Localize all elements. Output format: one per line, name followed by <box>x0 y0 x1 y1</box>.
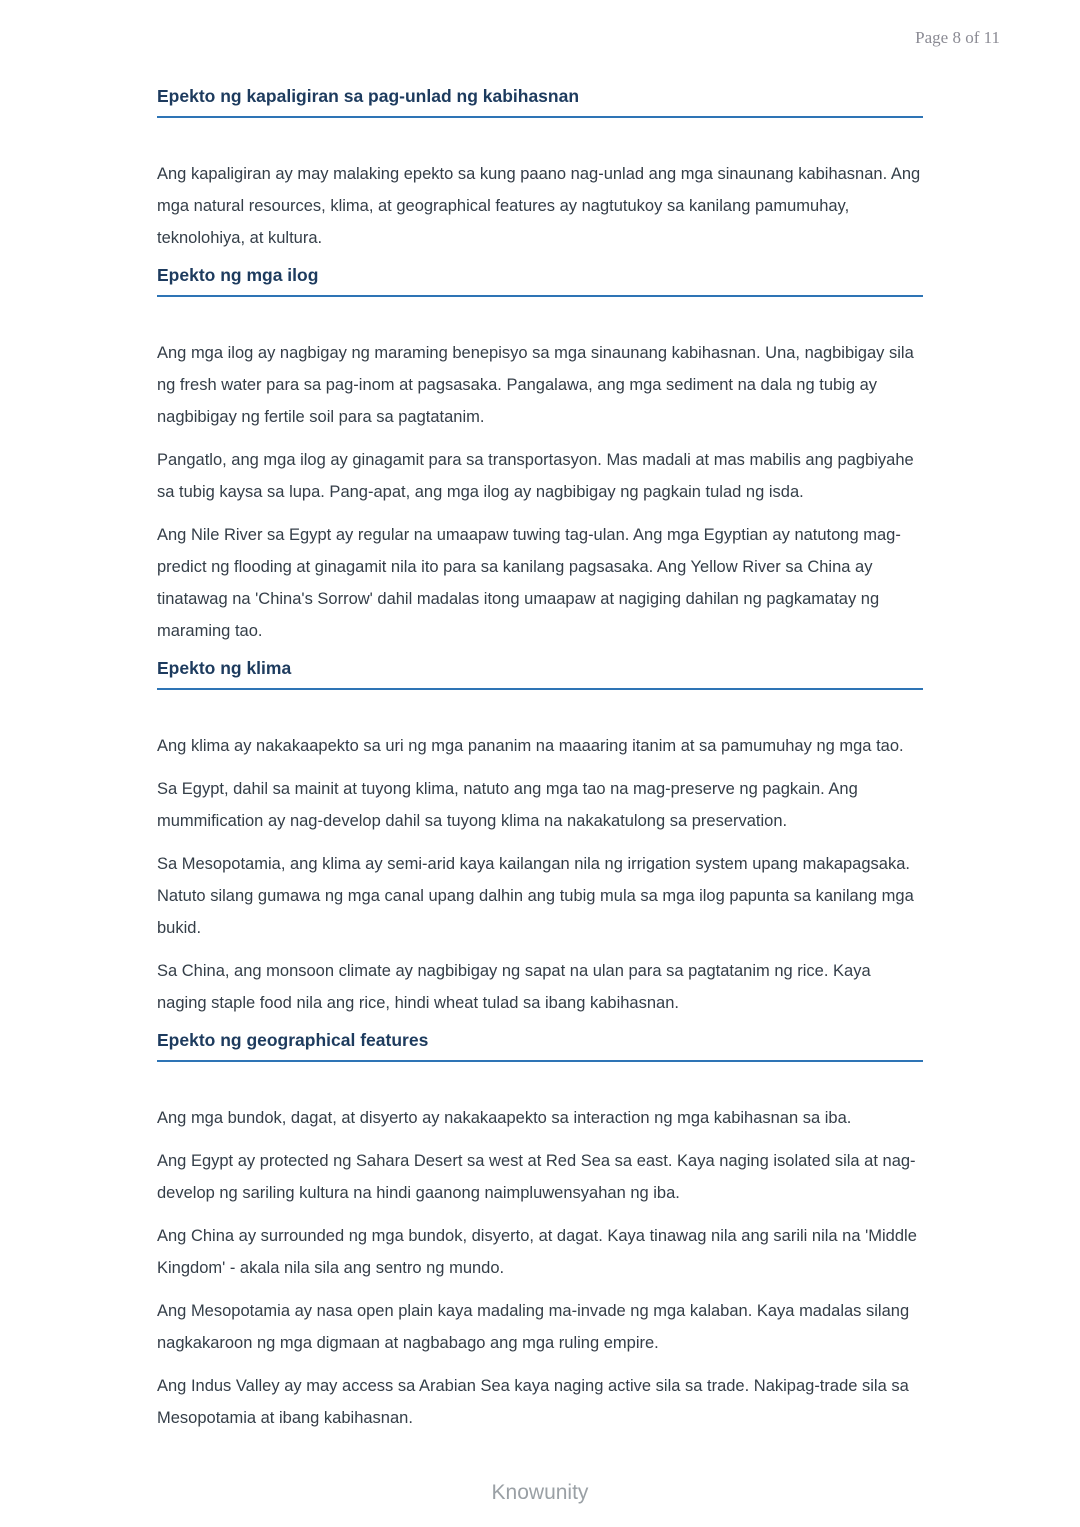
paragraph: Sa China, ang monsoon climate ay nagbibigay ng sapat na ulan para sa pagtatanim ng rice. Kaya naging staple food nila ang rice, hindi wheat tulad sa ibang kabihasnan. <box>157 962 871 1012</box>
section-heading-block <box>157 658 923 690</box>
document-body <box>157 86 923 1445</box>
section-divider <box>157 116 923 118</box>
paragraph: Ang Egypt ay protected ng Sahara Desert sa west at Red Sea sa east. Kaya naging isolated sila at nag-develop ng sariling kultura na hindi gaanong naimpluwensyahan ng iba. <box>157 1152 916 1202</box>
paragraph: Ang Mesopotamia ay nasa open plain kaya madaling ma-invade ng mga kalaban. Kaya madalas silang nagkakaroon ng mga digmaan at nagbabago ang mga ruling empire. <box>157 1302 910 1352</box>
paragraph: Ang Indus Valley ay may access sa Arabian Sea kaya naging active sila sa trade. Nakipag-trade sila sa Mesopotamia at ibang kabihasnan. <box>157 1377 909 1427</box>
paragraph: Ang mga bundok, dagat, at disyerto ay nakakaapekto sa interaction ng mga kabihasnan sa iba. <box>157 1109 852 1127</box>
paragraph: Sa Mesopotamia, ang klima ay semi-arid kaya kailangan nila ng irrigation system upang makapagsaka. Natuto silang gumawa ng mga canal upang dalhin ang tubig mula sa mga ilog papunta sa kanilang mga bukid. <box>157 855 914 937</box>
page-number: Page 8 of 11 <box>915 28 1000 47</box>
section-heading-block <box>157 1030 923 1062</box>
paragraph: Ang Nile River sa Egypt ay regular na umaapaw tuwing tag-ulan. Ang mga Egyptian ay natutong mag-predict ng flooding at ginagamit nila ito para sa kanilang pagsasaka. Ang Yellow River sa China ay tinatawag na 'China's Sorrow' dahil madalas itong umaapaw at nagiging dahilan ng pagkamatay ng maraming tao. <box>157 526 901 640</box>
section-geographical-features <box>157 1030 923 1434</box>
paragraph: Ang China ay surrounded ng mga bundok, disyerto, at dagat. Kaya tinawag nila ang sarili nila na 'Middle Kingdom' - akala nila sila ang sentro ng mundo. <box>157 1227 917 1277</box>
section-heading: Epekto ng kapaligiran sa pag-unlad ng kabihasnan <box>157 86 580 106</box>
section-klima <box>157 658 923 1019</box>
section-divider <box>157 688 923 690</box>
section-divider <box>157 1060 923 1062</box>
paragraph: Pangatlo, ang mga ilog ay ginagamit para sa transportasyon. Mas madali at mas mabilis ang pagbiyahe sa tubig kaysa sa lupa. Pang-apat, ang mga ilog ay nagbibigay ng pagkain tulad ng isda. <box>157 451 914 501</box>
paragraph: Ang klima ay nakakaapekto sa uri ng mga pananim na maaaring itanim at sa pamumuhay ng mga tao. <box>157 737 904 755</box>
paragraph: Ang mga ilog ay nagbigay ng maraming benepisyo sa mga sinaunang kabihasnan. Una, nagbibigay sila ng fresh water para sa pag-inom at pagsasaka. Pangalawa, ang mga sediment na dala ng tubig ay nagbibigay ng fertile soil para sa pagtatanim. <box>157 344 914 426</box>
paragraph: Ang kapaligiran ay may malaking epekto sa kung paano nag-unlad ang mga sinaunang kabihasnan. Ang mga natural resources, klima, at geographical features ay nagtutukoy sa kanilang pamumuhay, teknolohiya, at kultura. <box>157 165 921 247</box>
footer-brand: Knowunity <box>491 1481 589 1504</box>
section-divider <box>157 295 923 297</box>
section-heading-block <box>157 265 923 297</box>
section-kapaligiran <box>157 86 923 254</box>
section-heading: Epekto ng klima <box>157 658 292 678</box>
paragraph: Sa Egypt, dahil sa mainit at tuyong klima, natuto ang mga tao na mag-preserve ng pagkain. Ang mummification ay nag-develop dahil sa tuyong klima na nakakatulong sa preservation. <box>157 780 858 830</box>
section-mga-ilog <box>157 265 923 647</box>
section-heading-block <box>157 86 923 118</box>
section-heading: Epekto ng mga ilog <box>157 265 319 285</box>
section-heading: Epekto ng geographical features <box>157 1030 429 1050</box>
